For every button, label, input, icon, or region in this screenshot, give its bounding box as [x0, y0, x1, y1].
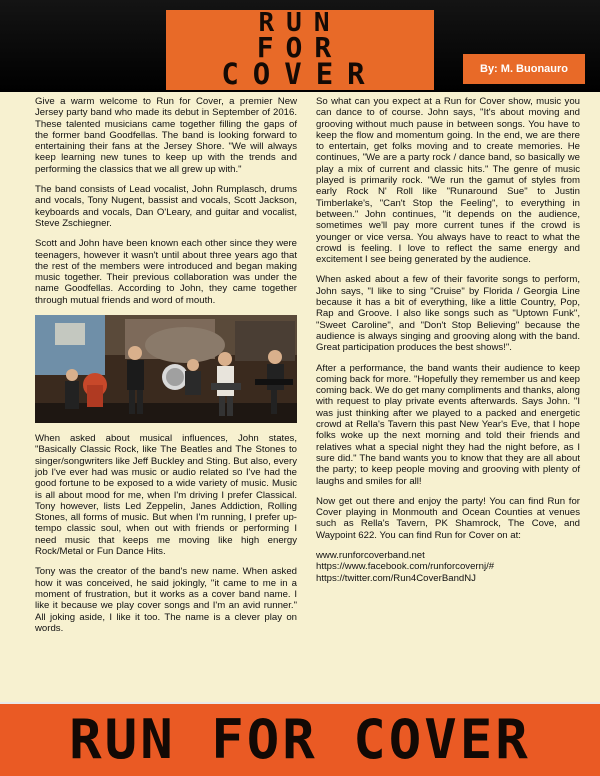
- influences-paragraph: When asked about musical influences, John states, "Basically Classic Rock, like The Beatles and The Stones to singer/songwriters like Jeff Buckley and Sting. But also, every job I've ever had was music or audio related so I've had the good fortune to be exposed to a wide variety of music. Music is all about mood for me, when I'm driving I prefer Classical. Tony however, lists Led Zeppelin, Janes Addiction, Rolling Stones, all forms of music. But when I'm running, I prefer up-tempo classic soul, when out with friends or performing I need music that keeps me moving like high energy Rock/Metal or Fun Dance Hits.: [35, 433, 297, 558]
- band-history-paragraph: Scott and John have been known each other since they were teenagers, however it wasn't until about three years ago that the rest of the members were introduced and began making music together. Their previous collaboration was under the name Goodfellas. According to John, they came together through mutual friends and word of mouth.: [35, 238, 297, 306]
- author-byline: By: M. Buonauro: [463, 54, 585, 84]
- band-links: [316, 550, 580, 584]
- left-article-column: [35, 96, 297, 643]
- band-name-paragraph: Tony was the creator of the band's new name. When asked how it was conceived, he said jokingly, "it came to me in a moment of frustration, but it works as a cover band name. I like it because we play cover songs and I'm an avid runner." All joking aside, I like it too. The name is a clever play on words.: [35, 566, 297, 634]
- band-logo: [166, 10, 434, 90]
- band-members-paragraph: The band consists of Lead vocalist, John Rumplasch, drums and vocals, Tony Nugent, bassist and vocals, Scott Jackson, keyboards and vocals, Dan O'Leary, and guitar and vocalist, Steve Zschiegner.: [35, 184, 297, 229]
- logo-line-cover: COVER: [221, 57, 379, 91]
- footer-banner: [0, 704, 600, 776]
- logo-line-for: FOR: [256, 31, 344, 64]
- band-photo: [35, 315, 297, 423]
- favorite-songs-paragraph: When asked about a few of their favorite songs to perform, John says, "I like to sing "Cruise" by Florida / Georgia Line because it has a bit of everything, like a little Country, Pop, Rap and Groove. I also like songs such as "Uptown Funk", "Sweet Caroline", and "Don't Stop Believing" because the audience is always singing and grooving along with the band. Great participation produces the best shows!".: [316, 274, 580, 354]
- venues-paragraph: Now get out there and enjoy the party! You can find Run for Cover playing in Monmouth and Ocean Counties at venues such as Rella's Tavern, PK Shamrock, The Cove, and Waypoint 622. You can find Run for Cover on at:: [316, 495, 580, 541]
- twitter-link[interactable]: https://twitter.com/Run4CoverBandNJ: [316, 572, 476, 584]
- page-footer: [0, 702, 600, 776]
- website-link[interactable]: www.runforcoverband.net: [316, 549, 425, 561]
- after-performance-paragraph: After a performance, the band wants their audience to keep coming back for more. "Hopefully they remember us and keep coming back. We do get many compliments and thanks, along with request to play private events afterwards. Says John. "I was just thinking after we played to a packed and energetic crowd at Rella's Tavern this past New Year's Eve, that I hope folks woke up the next morning and told their friends and relatives what a special night they had the night before, as I sure did." The band wants you to know that they are all about the party; to keep people moving and grooving with plenty of laughs and smiles for all!: [316, 362, 580, 487]
- footer-banner-text: RUN FOR COVER: [69, 708, 531, 771]
- show-expectations-paragraph: So what can you expect at a Run for Cover show, music you can dance to of course. John says, "It's about moving and grooving without much pause in between songs. You have to keep the flow and momentum going. In the end, we are there to entertain, get folks moving and to create memories. He continues, "We are a party rock / dance band, so basically we play a mix of current and classic hits." The genre of music played is primarily rock. "We run the gamut of styles from early Rock N' Roll like "Runaround Sue" to Justin Timberlake's, "Can't Stop the Feeling", to everything in between." John continues, "it depends on the audience, sometimes we'll pay more current tunes if the crowd is younger or vice versa. You always have to react to what the crowd is feeling. I love to reflect the same energy and excitement I see being generated by the audience.: [316, 96, 580, 266]
- facebook-link[interactable]: https://www.facebook.com/runforcovernj/#: [316, 561, 495, 573]
- band-photo-illustration: [35, 315, 297, 423]
- intro-paragraph: Give a warm welcome to Run for Cover, a premier New Jersey party band who made its debut in September of 2016. These talented musicians came together filling the gaps of the former band Goodfellas. The band is looking forward to entertaining their fans at the Jersey Shore. "We will always keep learning new tunes to keep up with the trends and performing the classics that we all grew up with.": [35, 96, 297, 175]
- logo-line-run: RUN: [258, 8, 342, 38]
- right-article-column: [316, 96, 580, 584]
- page-header: [0, 0, 600, 92]
